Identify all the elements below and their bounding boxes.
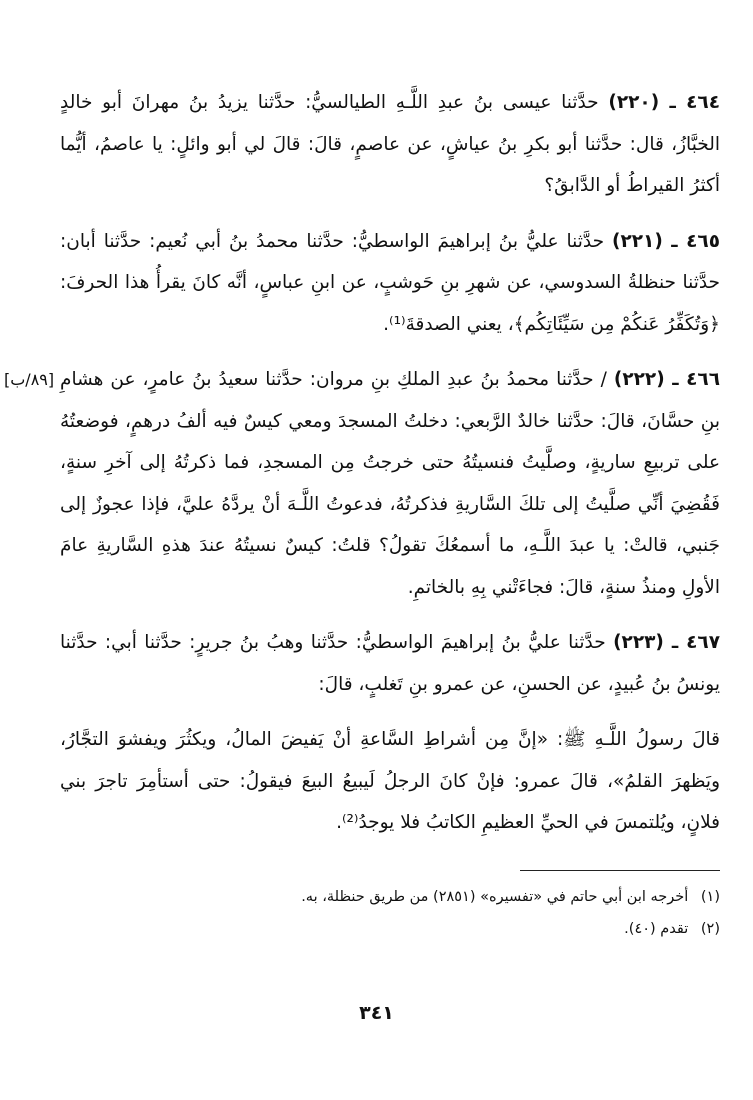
hadith-467 (60, 622, 720, 705)
footnote-divider (520, 870, 720, 871)
page-body (4, 82, 720, 945)
hadith-number: ٤٦٧ ـ (٢٢٣) (613, 632, 720, 653)
footnote-text: تقدم (٤٠). (624, 920, 689, 937)
footnote-1 (60, 881, 720, 913)
page-number: ٣٤١ (359, 1002, 394, 1024)
footnote-number: (٢) (700, 920, 720, 937)
hadith-466 (4, 359, 720, 608)
hadith-text: / حدَّثنا محمدُ بنُ عبدِ الملكِ بنِ مروان: حدَّثنا سعيدُ بنُ عامرٍ، عن هشامِ بنِ حسَّانَ، قالَ: حدَّثنا خالدٌ الرَّبعي: دخلتُ المسجدَ ومعي كيسٌ فيه ألفُ درهمٍ، فوضعتُهُ على تربيعِ ساريةٍ، وصلَّيتُ فنسيتُهُ حتى خرجتُ مِن المسجدِ، فما ذكرتُهُ إلى آخرِ سنةٍ، فَقُضِيَ أنِّي صلَّيتُ إلى تلكَ السَّاريةِ فذكرتُهُ، فدعوتُ اللَّـهَ أنْ يردَّهُ عليَّ، فإذا عجوزٌ إلى جَنبي، قالتْ: يا عبدَ اللَّـهِ، ما أسمعُكَ تقولُ؟ قلتُ: كيسٌ نسيتُهُ عندَ هذهِ السَّاريةِ عامَ الأولِ ومنذُ سنةٍ، قالَ: فجاءَتْني بِهِ بالخاتمِ. (60, 369, 720, 598)
hadith-464 (60, 82, 720, 207)
hadith-number: ٤٦٦ ـ (٢٢٢) (613, 369, 720, 390)
footnote-text: أخرجه ابن أبي حاتم في «تفسيره» (٢٨٥١) من طريق حنظلة، به. (301, 888, 689, 905)
hadith-467-continuation (60, 719, 720, 844)
hadith-text: قالَ رسولُ اللَّـهِ ﷺ: «إنَّ مِن أشراطِ السَّاعةِ أنْ يَفيضَ المالُ، ويكثُرَ ويفشوَ التجَّارُ، ويَظهرَ القلمُ»، قالَ عمرو: فإنْ كانَ الرجلُ لَيبيعُ البيعَ فيقولُ: حتى أستأمِرَ تاجرَ بني فلانٍ، ويُلتمسَ في الحيِّ العظيمِ الكاتبُ فلا يوجدُ⁽²⁾. (60, 729, 720, 833)
hadith-number: ٤٦٤ ـ (٢٢٠) (608, 92, 720, 113)
hadith-text: حدَّثنا عليُّ بنُ إبراهيمَ الواسطيُّ: حدَّثنا محمدُ بنُ أبي نُعيم: حدَّثنا أبان: حدَّثنا حنظلةُ السدوسي، عن شهرِ بنِ حَوشبٍ، عن ابنِ عباسٍ، أنَّه كانَ يقرأُ هذا الحرفَ: ﴿وَتُكَفِّرُ عَنكُمْ مِن سَيِّئَاتِكُم﴾، يعني الصدقةَ⁽¹⁾. (60, 230, 720, 335)
hadith-text: حدَّثنا عليُّ بنُ إبراهيمَ الواسطيُّ: حدَّثنا وهبُ بنُ جريرٍ: حدَّثنا أبي: حدَّثنا يونسُ بنُ عُبيدٍ، عن الحسنِ، عن عمرو بنِ تَغلبٍ، قالَ: (60, 632, 720, 695)
footnote-number: (١) (700, 888, 720, 905)
manuscript-folio-note: [٨٩/ب] (4, 370, 55, 389)
hadith-number: ٤٦٥ ـ (٢٢١) (611, 230, 720, 252)
hadith-465 (60, 221, 720, 346)
hadith-text: حدَّثنا عيسى بنُ عبدِ اللَّـهِ الطيالسيُّ: حدَّثنا يزيدُ بنُ مهرانَ أبو خالدٍ الخبَّازُ، قال: حدَّثنا أبو بكرِ بنُ عياشٍ، عن عاصمٍ، قالَ: قالَ لي أبو وائلٍ: يا عاصمُ، أيُّما أكثرُ القيراطُ أو الدَّابقُ؟ (60, 92, 720, 196)
footnote-2 (60, 913, 720, 945)
